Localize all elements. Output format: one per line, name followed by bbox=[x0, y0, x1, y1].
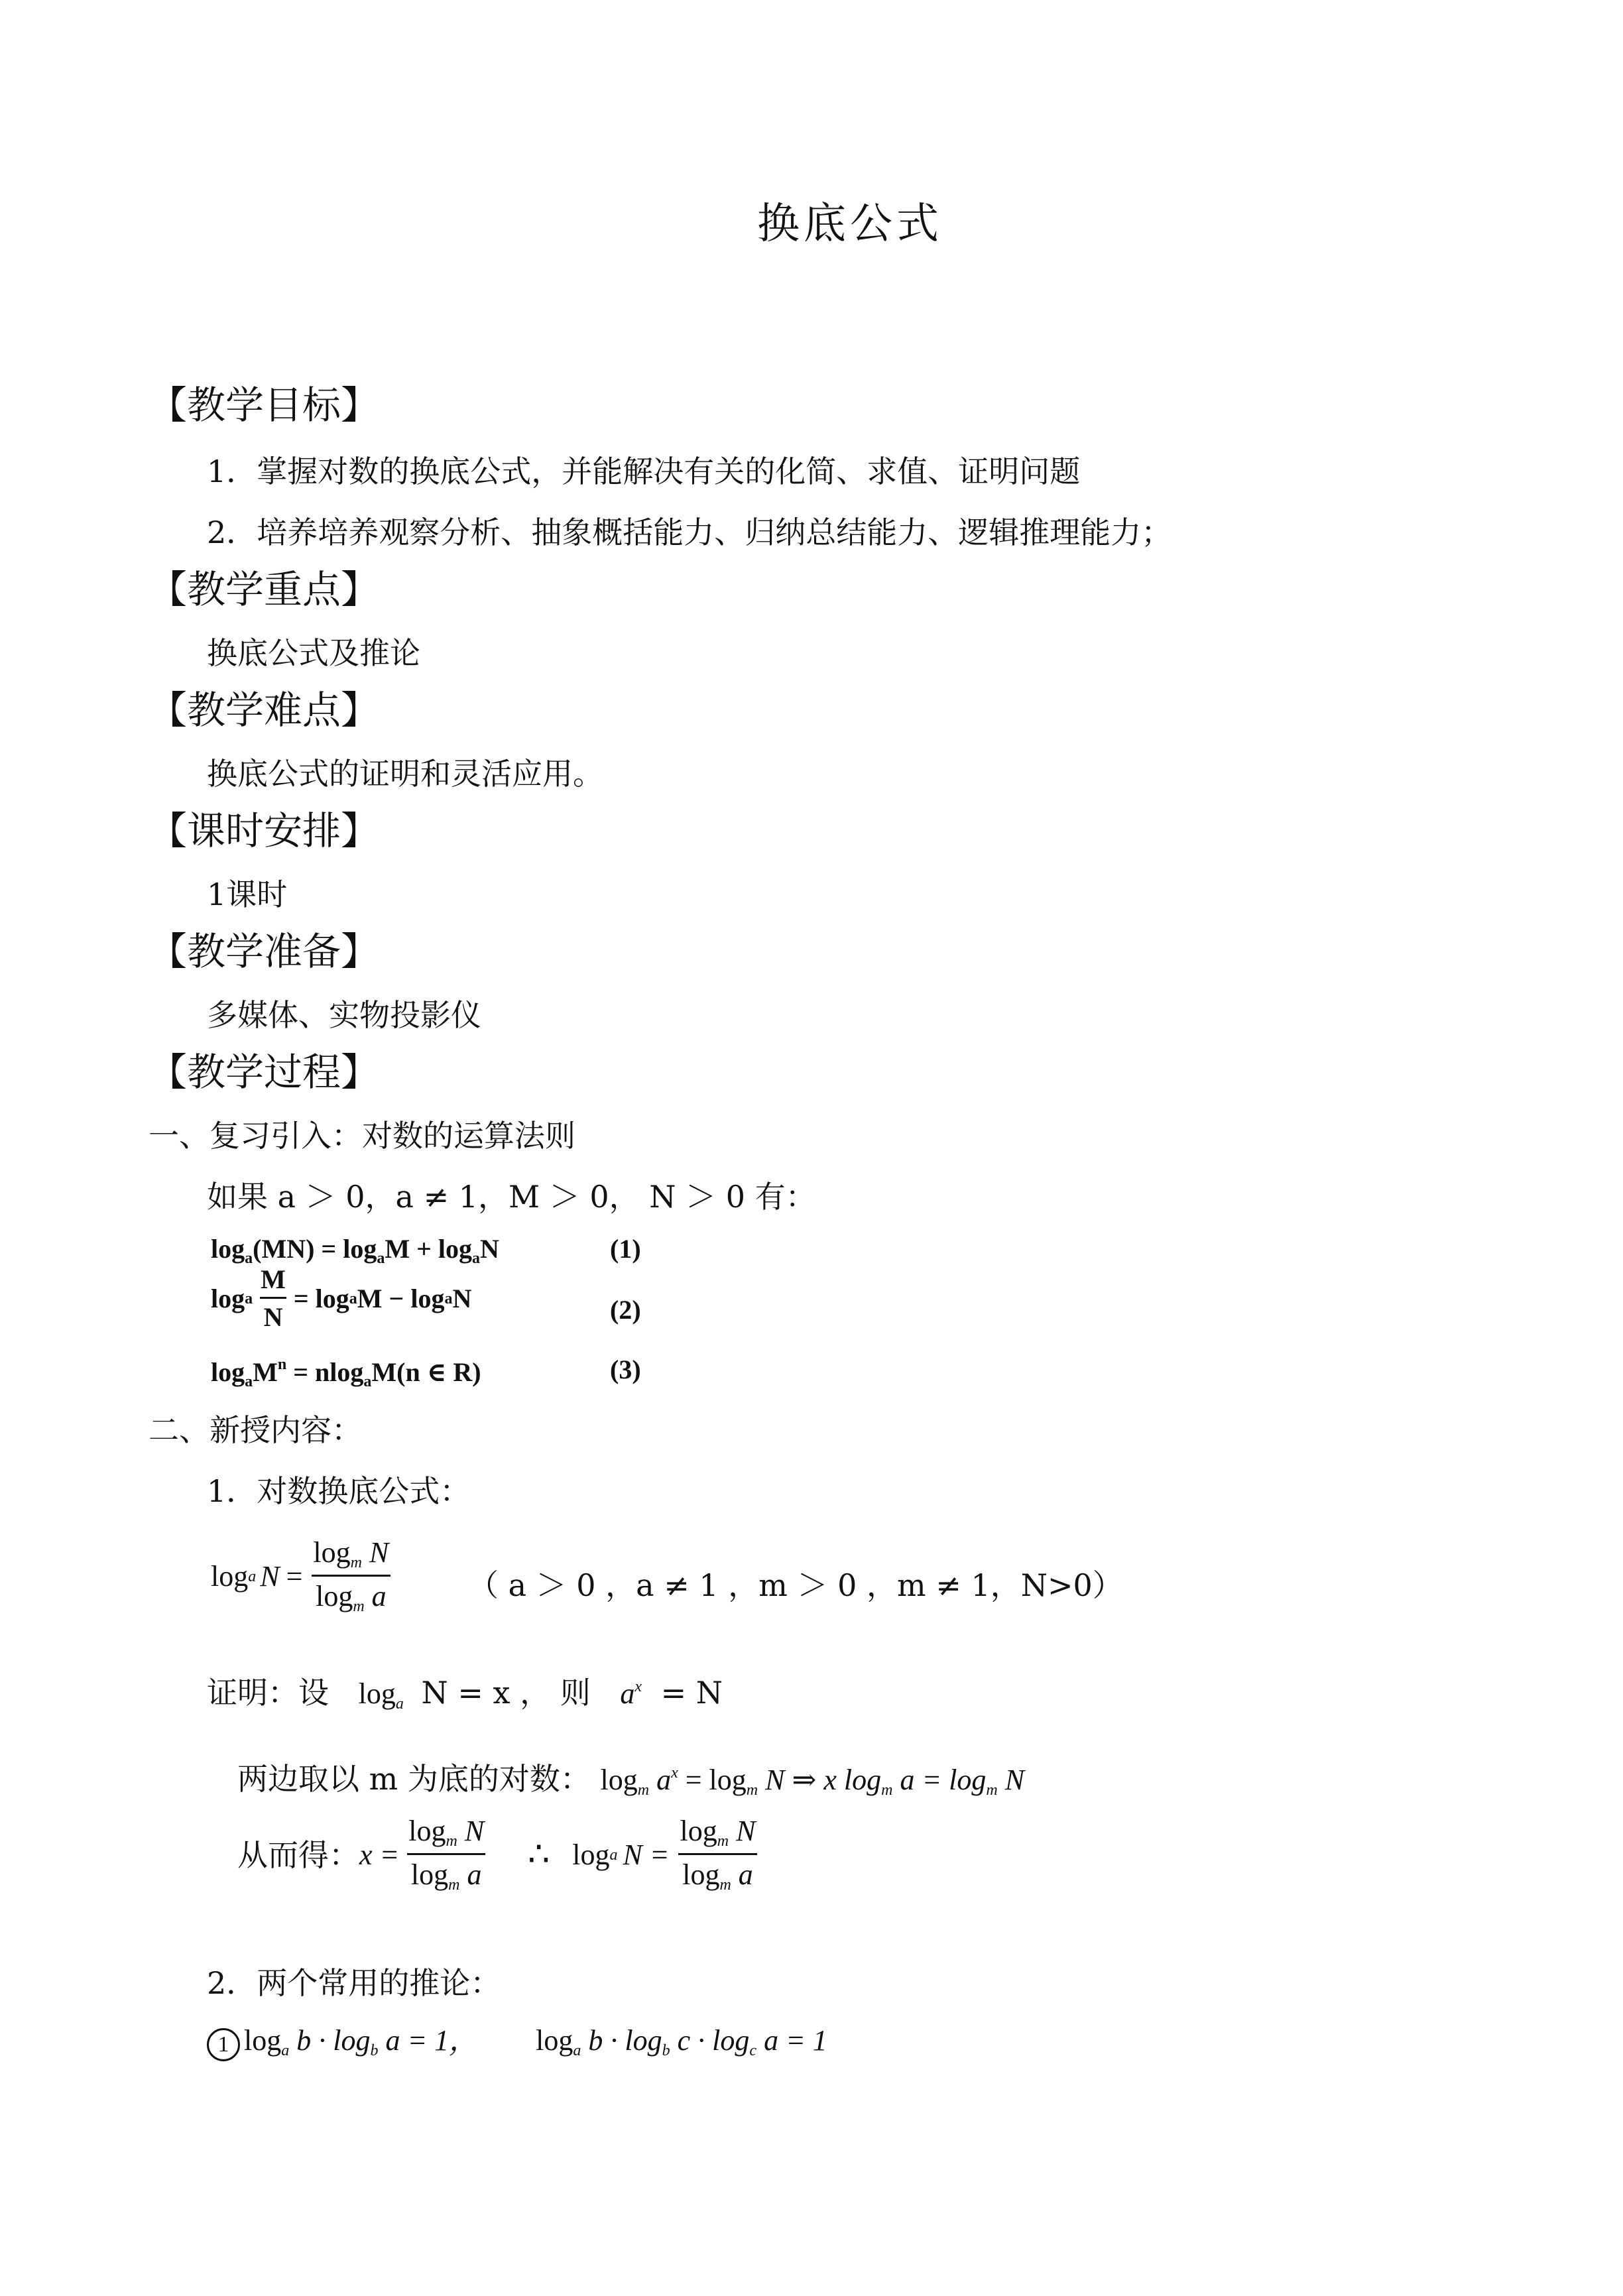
objective-item-1: 1．掌握对数的换底公式，并能解决有关的化简、求值、证明问题 bbox=[207, 453, 1081, 489]
change-of-base-formula: log a N = $\frac{\log_m N}{\log_m a}$ bbox=[211, 1538, 392, 1614]
objective-item-2: 2．培养培养观察分析、抽象概括能力、归纳总结能力、逻辑推理能力； bbox=[207, 514, 1172, 550]
fraction: $\frac{\log_m N}{\log_m a}$ bbox=[309, 1538, 392, 1614]
log-rule-3: $\log_aM^n = nlog_aM(n$ ∈ R) (3) bbox=[211, 1355, 641, 1390]
fraction: $\frac{\log_m N}{\log_m a}$ bbox=[676, 1817, 760, 1893]
schedule-heading: 【课时安排】 bbox=[149, 808, 380, 853]
fraction: $\frac{\log_m N}{\log_m a}$ bbox=[404, 1817, 488, 1893]
key-points-text: 换底公式及推论 bbox=[207, 635, 420, 671]
corollary-1: 1 $\log_a b \cdot \log_b a = 1$， $\log_a b \cdot \log_b c \cdot \log_c a = 1$ bbox=[207, 2026, 827, 2061]
equation-tag: (2) bbox=[610, 1295, 641, 1325]
log-rule-2: log a $\frac{M}{N}$ = log a M − log a N (2) bbox=[211, 1264, 641, 1332]
proof-line-1: 证明：设 $\log_a N = x$ ， 则 $a^x = N$ bbox=[207, 1675, 723, 1713]
proof-line-3: 从而得： x = $\frac{\log_m N}{\log_m a}$ ∴ log a N = $\frac{\log_m N}{\log_m a}$ bbox=[237, 1817, 759, 1893]
new-content-heading: 二、新授内容： bbox=[149, 1412, 362, 1448]
fraction: $\frac{M}{N}$ bbox=[261, 1264, 286, 1332]
formula-conditions: （ a ＞ 0 ，a ≠ 1 ，m ＞ 0 ，m ≠ 1，N>0） bbox=[468, 1567, 1123, 1603]
difficulties-text: 换底公式的证明和灵活应用。 bbox=[207, 756, 603, 792]
key-points-heading: 【教学重点】 bbox=[149, 567, 380, 612]
schedule-text: 1课时 bbox=[207, 876, 288, 912]
corollary-subheading: 2．两个常用的推论： bbox=[207, 1965, 501, 2001]
review-heading: 一、复习引入：对数的运算法则 bbox=[149, 1118, 575, 1154]
circled-number-1: 1 bbox=[207, 2028, 240, 2061]
preparation-text: 多媒体、实物投影仪 bbox=[207, 997, 481, 1033]
proof-line-2: 两边取以 m 为底的对数： $\log_m a^x = \log_m N$ ⇒ x $\log_m a = \log_m N$ bbox=[237, 1761, 1025, 1799]
review-condition: 如果 a ＞ 0，a ≠ 1，M ＞ 0， N ＞ 0 有： bbox=[207, 1179, 816, 1215]
equation-tag: (3) bbox=[610, 1355, 641, 1384]
log-rule-1: $\log_a(MN) = \log_aM + \log_aN$ (1) bbox=[211, 1234, 641, 1267]
preparation-heading: 【教学准备】 bbox=[149, 929, 380, 974]
change-of-base-subheading: 1．对数换底公式： bbox=[207, 1473, 471, 1509]
process-heading: 【教学过程】 bbox=[149, 1050, 380, 1095]
equation-tag: (1) bbox=[610, 1234, 641, 1264]
page-title: 换底公式 bbox=[757, 200, 943, 249]
objectives-heading: 【教学目标】 bbox=[149, 383, 380, 428]
difficulties-heading: 【教学难点】 bbox=[149, 688, 380, 733]
